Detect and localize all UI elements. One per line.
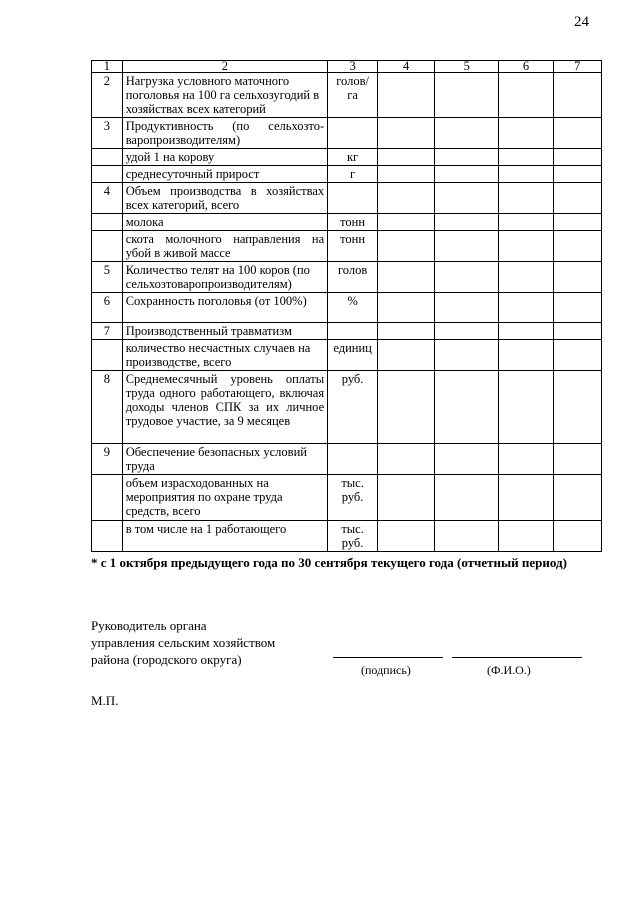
value-cell[interactable] <box>499 340 553 371</box>
signature-caption: (подпись) <box>361 663 411 677</box>
value-cell[interactable] <box>435 371 499 444</box>
table-row <box>92 293 602 323</box>
value-cell[interactable] <box>499 149 553 166</box>
row-unit: тыс. руб. <box>328 475 378 521</box>
value-cell[interactable] <box>435 340 499 371</box>
value-cell[interactable] <box>499 231 553 262</box>
row-description: Нагрузка условного маточного поголовья на 100 га сельхозугодий в хозяйствах всех категорий <box>122 73 327 118</box>
value-cell[interactable] <box>553 323 601 340</box>
value-cell[interactable] <box>378 183 435 214</box>
value-cell[interactable] <box>499 118 553 149</box>
value-cell[interactable] <box>435 166 499 183</box>
table-row <box>92 149 602 166</box>
value-cell[interactable] <box>435 73 499 118</box>
value-cell[interactable] <box>499 371 553 444</box>
row-description: Продуктивность (по сельхозто-варопроизводителям) <box>122 118 327 149</box>
indicators-table <box>91 60 602 552</box>
value-cell[interactable] <box>499 444 553 475</box>
value-cell[interactable] <box>378 166 435 183</box>
row-description: Обеспечение безопасных условий труда <box>122 444 327 475</box>
value-cell[interactable] <box>378 73 435 118</box>
row-number <box>92 475 123 521</box>
table-row <box>92 183 602 214</box>
value-cell[interactable] <box>553 262 601 293</box>
value-cell[interactable] <box>553 444 601 475</box>
value-cell[interactable] <box>553 231 601 262</box>
row-number: 9 <box>92 444 123 475</box>
value-cell[interactable] <box>553 293 601 323</box>
row-description: Сохранность поголовья (от 100%) <box>122 293 327 323</box>
value-cell[interactable] <box>378 231 435 262</box>
row-description: Производственный травматизм <box>122 323 327 340</box>
table-row <box>92 118 602 149</box>
table-row <box>92 323 602 340</box>
row-unit: тонн <box>328 214 378 231</box>
name-line[interactable] <box>452 657 582 658</box>
value-cell[interactable] <box>435 231 499 262</box>
name-caption: (Ф.И.О.) <box>487 663 531 677</box>
signatory-line: района (городского округа) <box>91 652 242 667</box>
value-cell[interactable] <box>499 214 553 231</box>
value-cell[interactable] <box>499 323 553 340</box>
signatory-block <box>91 617 275 668</box>
value-cell[interactable] <box>435 293 499 323</box>
signatory-line: Руководитель органа <box>91 618 207 633</box>
value-cell[interactable] <box>553 118 601 149</box>
row-description: Среднемесячный уровень оплаты труда одного работающего, включая доходы членов СПК за их личное трудовое участие, за 9 месяцев <box>122 371 327 444</box>
value-cell[interactable] <box>435 323 499 340</box>
signatory-line: управления сельским хозяйством <box>91 635 276 650</box>
value-cell[interactable] <box>378 149 435 166</box>
row-unit: кг <box>328 149 378 166</box>
value-cell[interactable] <box>378 118 435 149</box>
value-cell[interactable] <box>378 371 435 444</box>
row-number <box>92 521 123 552</box>
value-cell[interactable] <box>378 340 435 371</box>
table-row <box>92 475 602 521</box>
row-number <box>92 340 123 371</box>
table-row <box>92 231 602 262</box>
table-header-row <box>92 61 602 73</box>
value-cell[interactable] <box>435 149 499 166</box>
footnote: * с 1 октября предыдущего года по 30 сентября текущего года (отчетный период) <box>91 555 567 570</box>
row-description: количество несчастных случаев на производстве, всего <box>122 340 327 371</box>
row-unit: голов/ га <box>328 73 378 118</box>
header-cell: 5 <box>435 61 499 73</box>
value-cell[interactable] <box>378 262 435 293</box>
value-cell[interactable] <box>499 293 553 323</box>
table-row <box>92 214 602 231</box>
row-unit: единиц <box>328 340 378 371</box>
table-row <box>92 521 602 552</box>
row-number: 4 <box>92 183 123 214</box>
row-number: 8 <box>92 371 123 444</box>
value-cell[interactable] <box>553 73 601 118</box>
table-row <box>92 340 602 371</box>
row-description: молока <box>122 214 327 231</box>
value-cell[interactable] <box>435 214 499 231</box>
row-unit: тыс. руб. <box>328 521 378 552</box>
value-cell[interactable] <box>435 118 499 149</box>
row-unit: % <box>328 293 378 323</box>
row-description: среднесуточный прирост <box>122 166 327 183</box>
value-cell[interactable] <box>553 166 601 183</box>
value-cell[interactable] <box>378 293 435 323</box>
row-description: Объем производства в хозяйствах всех категорий, всего <box>122 183 327 214</box>
row-number <box>92 231 123 262</box>
header-cell: 2 <box>122 61 327 73</box>
row-unit <box>328 323 378 340</box>
value-cell[interactable] <box>378 214 435 231</box>
row-number: 3 <box>92 118 123 149</box>
page-number: 24 <box>574 14 589 30</box>
row-unit: руб. <box>328 371 378 444</box>
header-cell: 6 <box>499 61 553 73</box>
table-row <box>92 73 602 118</box>
value-cell[interactable] <box>378 323 435 340</box>
row-unit: г <box>328 166 378 183</box>
value-cell[interactable] <box>553 214 601 231</box>
row-unit: голов <box>328 262 378 293</box>
header-cell: 7 <box>553 61 601 73</box>
value-cell[interactable] <box>499 475 553 521</box>
table-row <box>92 371 602 444</box>
row-description: объем израсходованных на мероприятия по охране труда средств, всего <box>122 475 327 521</box>
value-cell[interactable] <box>378 475 435 521</box>
row-description: скота молочного направления на убой в живой массе <box>122 231 327 262</box>
value-cell[interactable] <box>499 262 553 293</box>
value-cell[interactable] <box>553 475 601 521</box>
row-number: 2 <box>92 73 123 118</box>
row-unit <box>328 118 378 149</box>
header-cell: 3 <box>328 61 378 73</box>
value-cell[interactable] <box>435 475 499 521</box>
header-cell: 4 <box>378 61 435 73</box>
row-description: в том числе на 1 работающего <box>122 521 327 552</box>
row-description: удой 1 на корову <box>122 149 327 166</box>
header-cell: 1 <box>92 61 123 73</box>
value-cell[interactable] <box>499 166 553 183</box>
table-row <box>92 166 602 183</box>
value-cell[interactable] <box>499 521 553 552</box>
row-unit <box>328 444 378 475</box>
value-cell[interactable] <box>435 262 499 293</box>
value-cell[interactable] <box>435 521 499 552</box>
value-cell[interactable] <box>553 149 601 166</box>
stamp-place: М.П. <box>91 693 119 708</box>
value-cell[interactable] <box>378 444 435 475</box>
value-cell[interactable] <box>553 340 601 371</box>
row-number <box>92 214 123 231</box>
value-cell[interactable] <box>499 73 553 118</box>
value-cell[interactable] <box>553 521 601 552</box>
value-cell[interactable] <box>435 183 499 214</box>
row-number: 5 <box>92 262 123 293</box>
value-cell[interactable] <box>499 183 553 214</box>
row-unit: тонн <box>328 231 378 262</box>
row-number <box>92 149 123 166</box>
value-cell[interactable] <box>553 183 601 214</box>
table-row <box>92 262 602 293</box>
row-description: Количество телят на 100 коров (по сельхозтоваропроизводителям) <box>122 262 327 293</box>
value-cell[interactable] <box>435 444 499 475</box>
value-cell[interactable] <box>553 371 601 444</box>
row-unit <box>328 183 378 214</box>
row-number <box>92 166 123 183</box>
table-row <box>92 444 602 475</box>
signature-line[interactable] <box>333 657 443 658</box>
row-number: 6 <box>92 293 123 323</box>
value-cell[interactable] <box>378 521 435 552</box>
row-number: 7 <box>92 323 123 340</box>
